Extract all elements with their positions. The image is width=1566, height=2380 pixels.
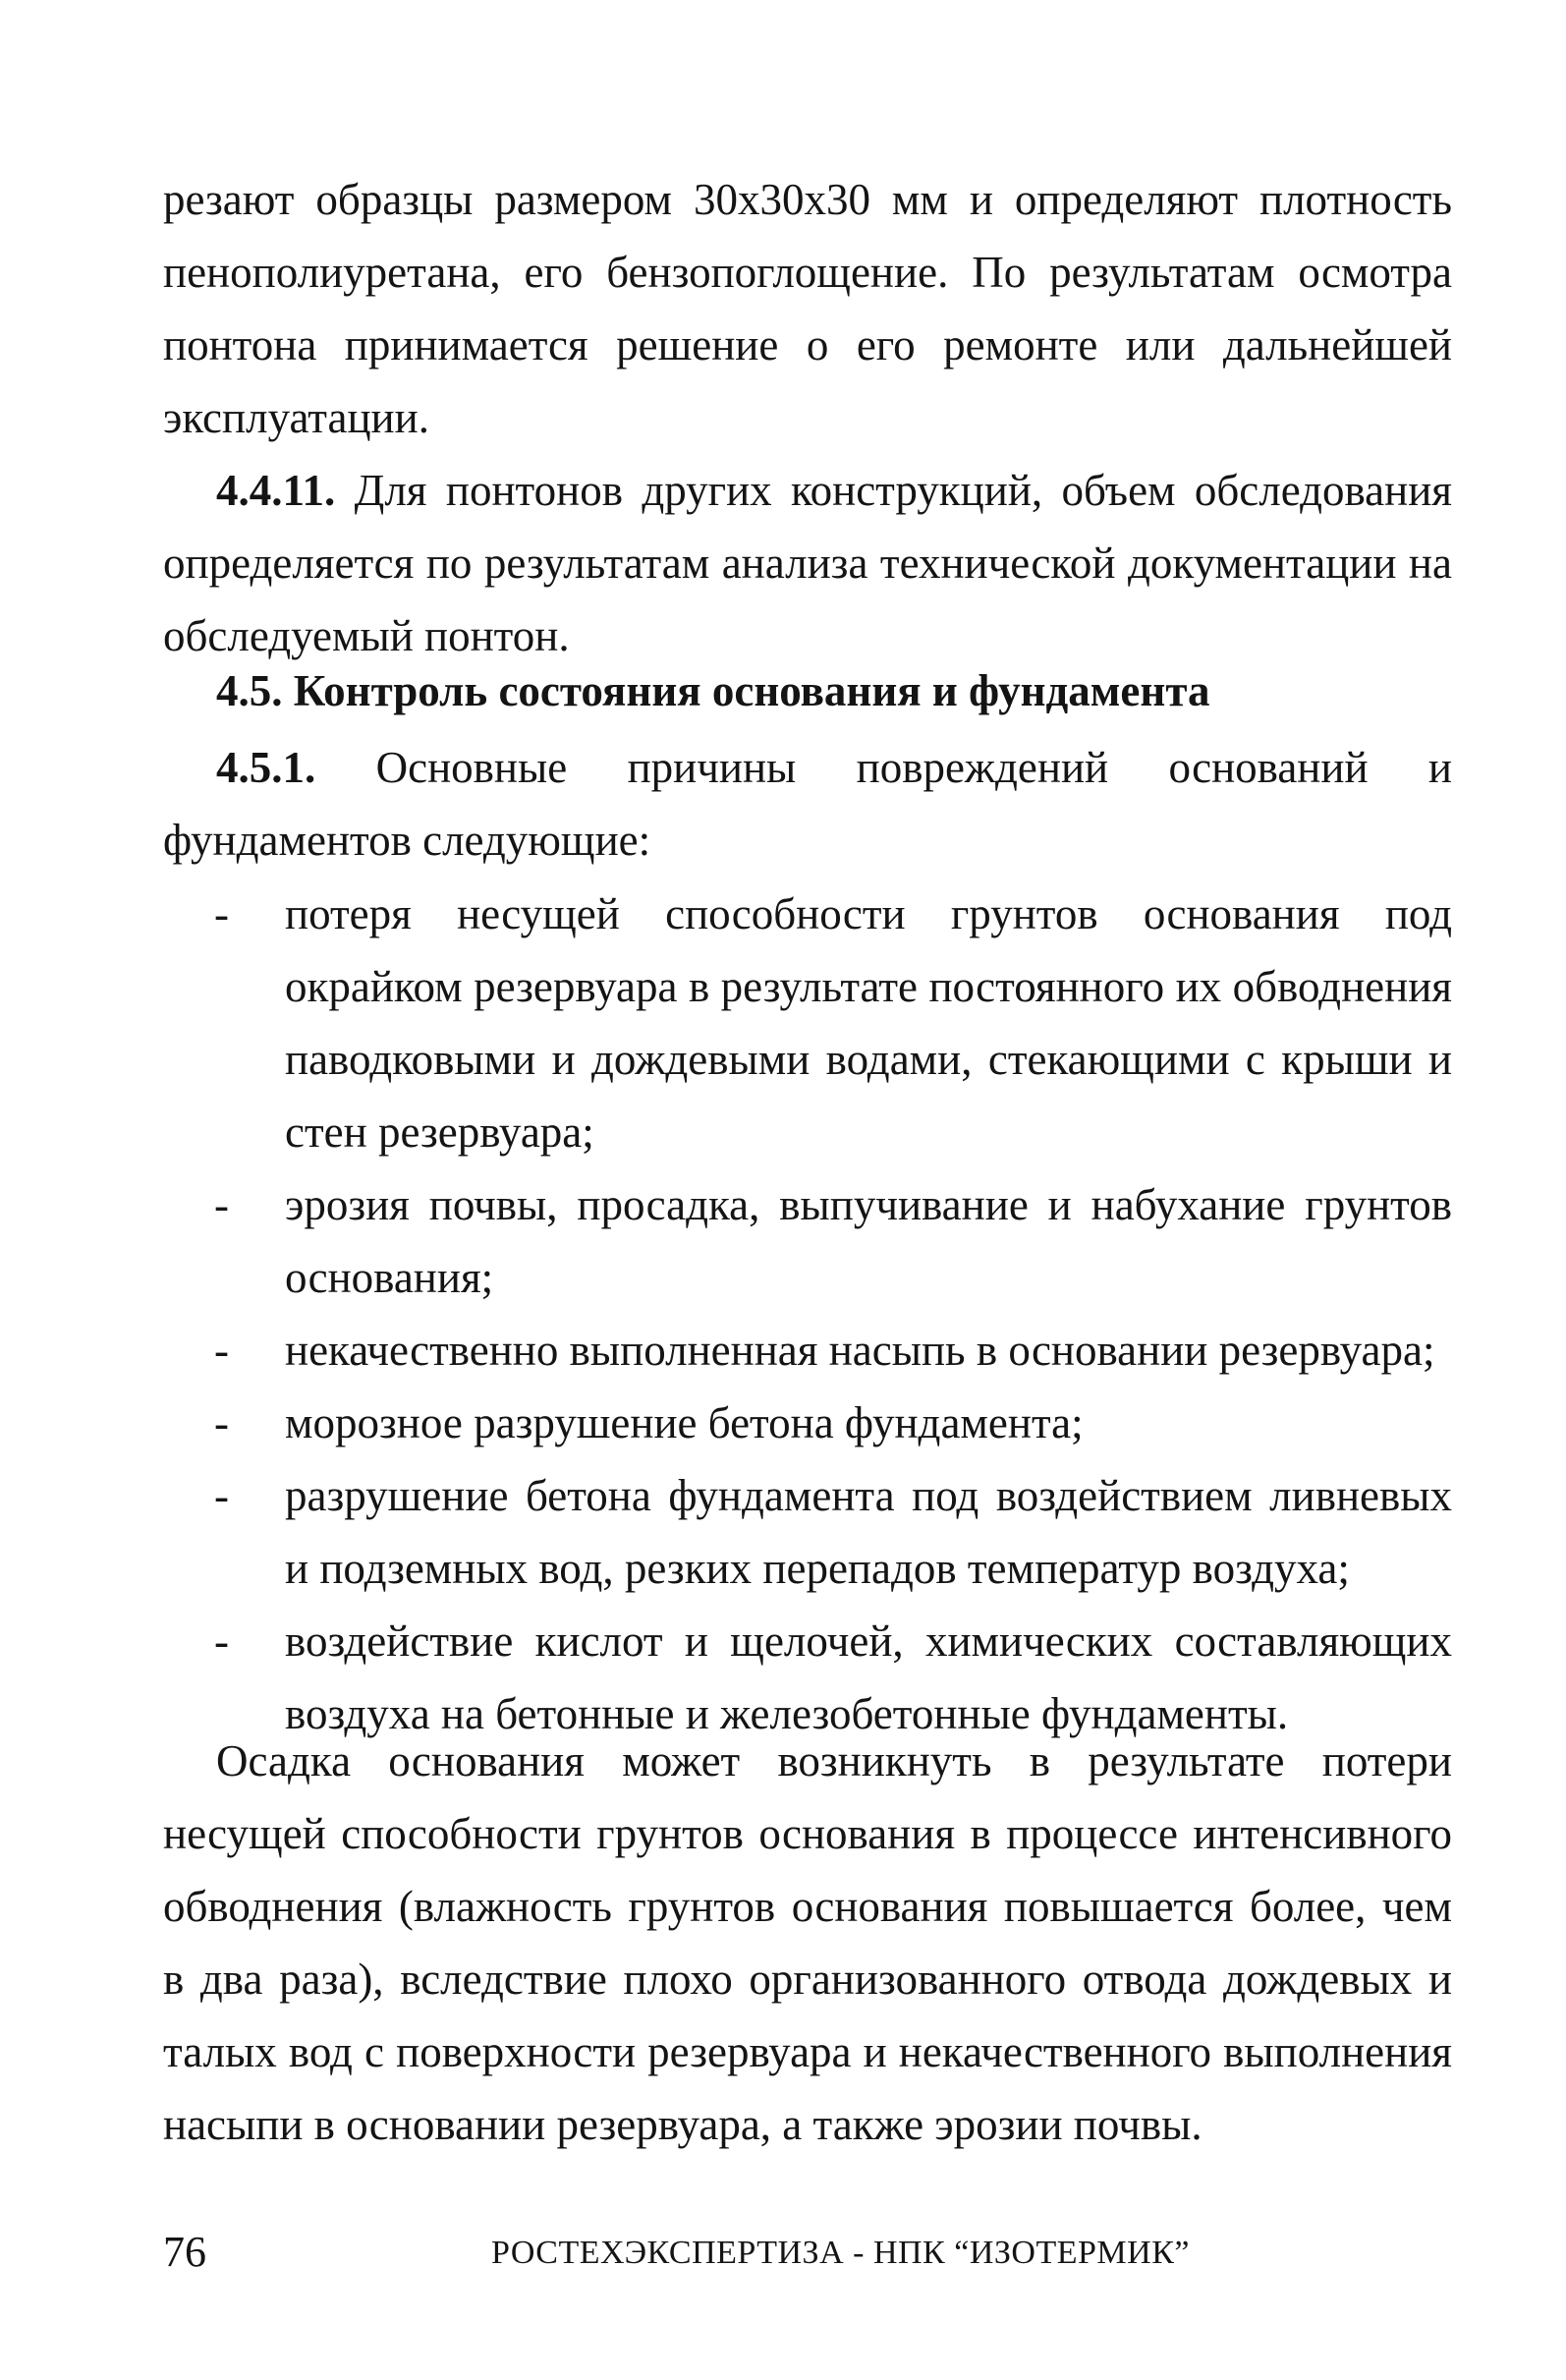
list-item-text: морозное разрушение бетона фундамента; (285, 1398, 1084, 1447)
list-item (163, 878, 1452, 1168)
clause-4-5-1-paragraph (163, 731, 1452, 877)
clause-text: Для понтонов других конструкций, объем обследования определяется по результатам анализа технической документации на обследуемый понтон. (163, 466, 1452, 660)
list-item (163, 1168, 1452, 1314)
list-item (163, 1459, 1452, 1605)
page-number: 76 (163, 2228, 206, 2276)
paragraph-top: резают образцы размером 30х30х30 мм и определяют плотность пенополиуретана, его бензопоглощение. По результатам осмотра понтона принимается решение о его ремонте или дальнейшей эксплуатации. (163, 175, 1452, 442)
list-item (163, 1314, 1452, 1387)
paragraph-top-block (163, 163, 1452, 454)
list-dash: - (214, 889, 229, 938)
clause-4-5-1 (163, 731, 1452, 877)
section-heading: 4.5. Контроль состояния основания и фундамента (216, 666, 1210, 715)
paragraph-bottom-block (163, 1725, 1452, 2161)
list-item-text: некачественно выполненная насыпь в основании резервуара; (285, 1326, 1435, 1375)
list-item-text: воздействие кислот и щелочей, химических составляющих воздуха на бетонные и железобетонные фундаменты. (285, 1616, 1452, 1738)
list-dash: - (214, 1326, 229, 1375)
list-dash: - (214, 1471, 229, 1520)
list-dash: - (214, 1180, 229, 1229)
clause-number: 4.5.1. (216, 743, 316, 792)
list-dash: - (214, 1398, 229, 1447)
list-item-text: потеря несущей способности грунтов основания под окрайком резервуара в результате постоянного их обводнения паводковыми и дождевыми водами, стекающими с крыши и стен резервуара; (285, 889, 1452, 1157)
list-item (163, 1387, 1452, 1459)
list-item-text: эрозия почвы, просадка, выпучивание и набухание грунтов основания; (285, 1180, 1452, 1302)
list-item-text: разрушение бетона фундамента под воздействием ливневых и подземных вод, резких перепадов температур воздуха; (285, 1471, 1452, 1593)
clause-4-4-11 (163, 454, 1452, 672)
clause-text: Основные причины повреждений оснований и фундаментов следующие: (163, 743, 1452, 865)
clause-4-4-11-paragraph (163, 454, 1452, 672)
paragraph-bottom: Осадка основания может возникнуть в результате потери несущей способности грунтов основания в процессе интенсивного обводнения (влажность грунтов основания повышается более, чем в два раза), вследствие плохо организованного отвода дождевых и талых вод с поверхности резервуара и некачественного выполнения насыпи в основании резервуара, а также эрозии почвы. (163, 1736, 1452, 2149)
causes-list (163, 878, 1452, 1750)
running-footer: РОСТЕХЭКСПЕРТИЗА - НПК “ИЗОТЕРМИК” (491, 2235, 1190, 2271)
clause-number: 4.4.11. (216, 466, 336, 515)
list-dash: - (214, 1616, 229, 1666)
